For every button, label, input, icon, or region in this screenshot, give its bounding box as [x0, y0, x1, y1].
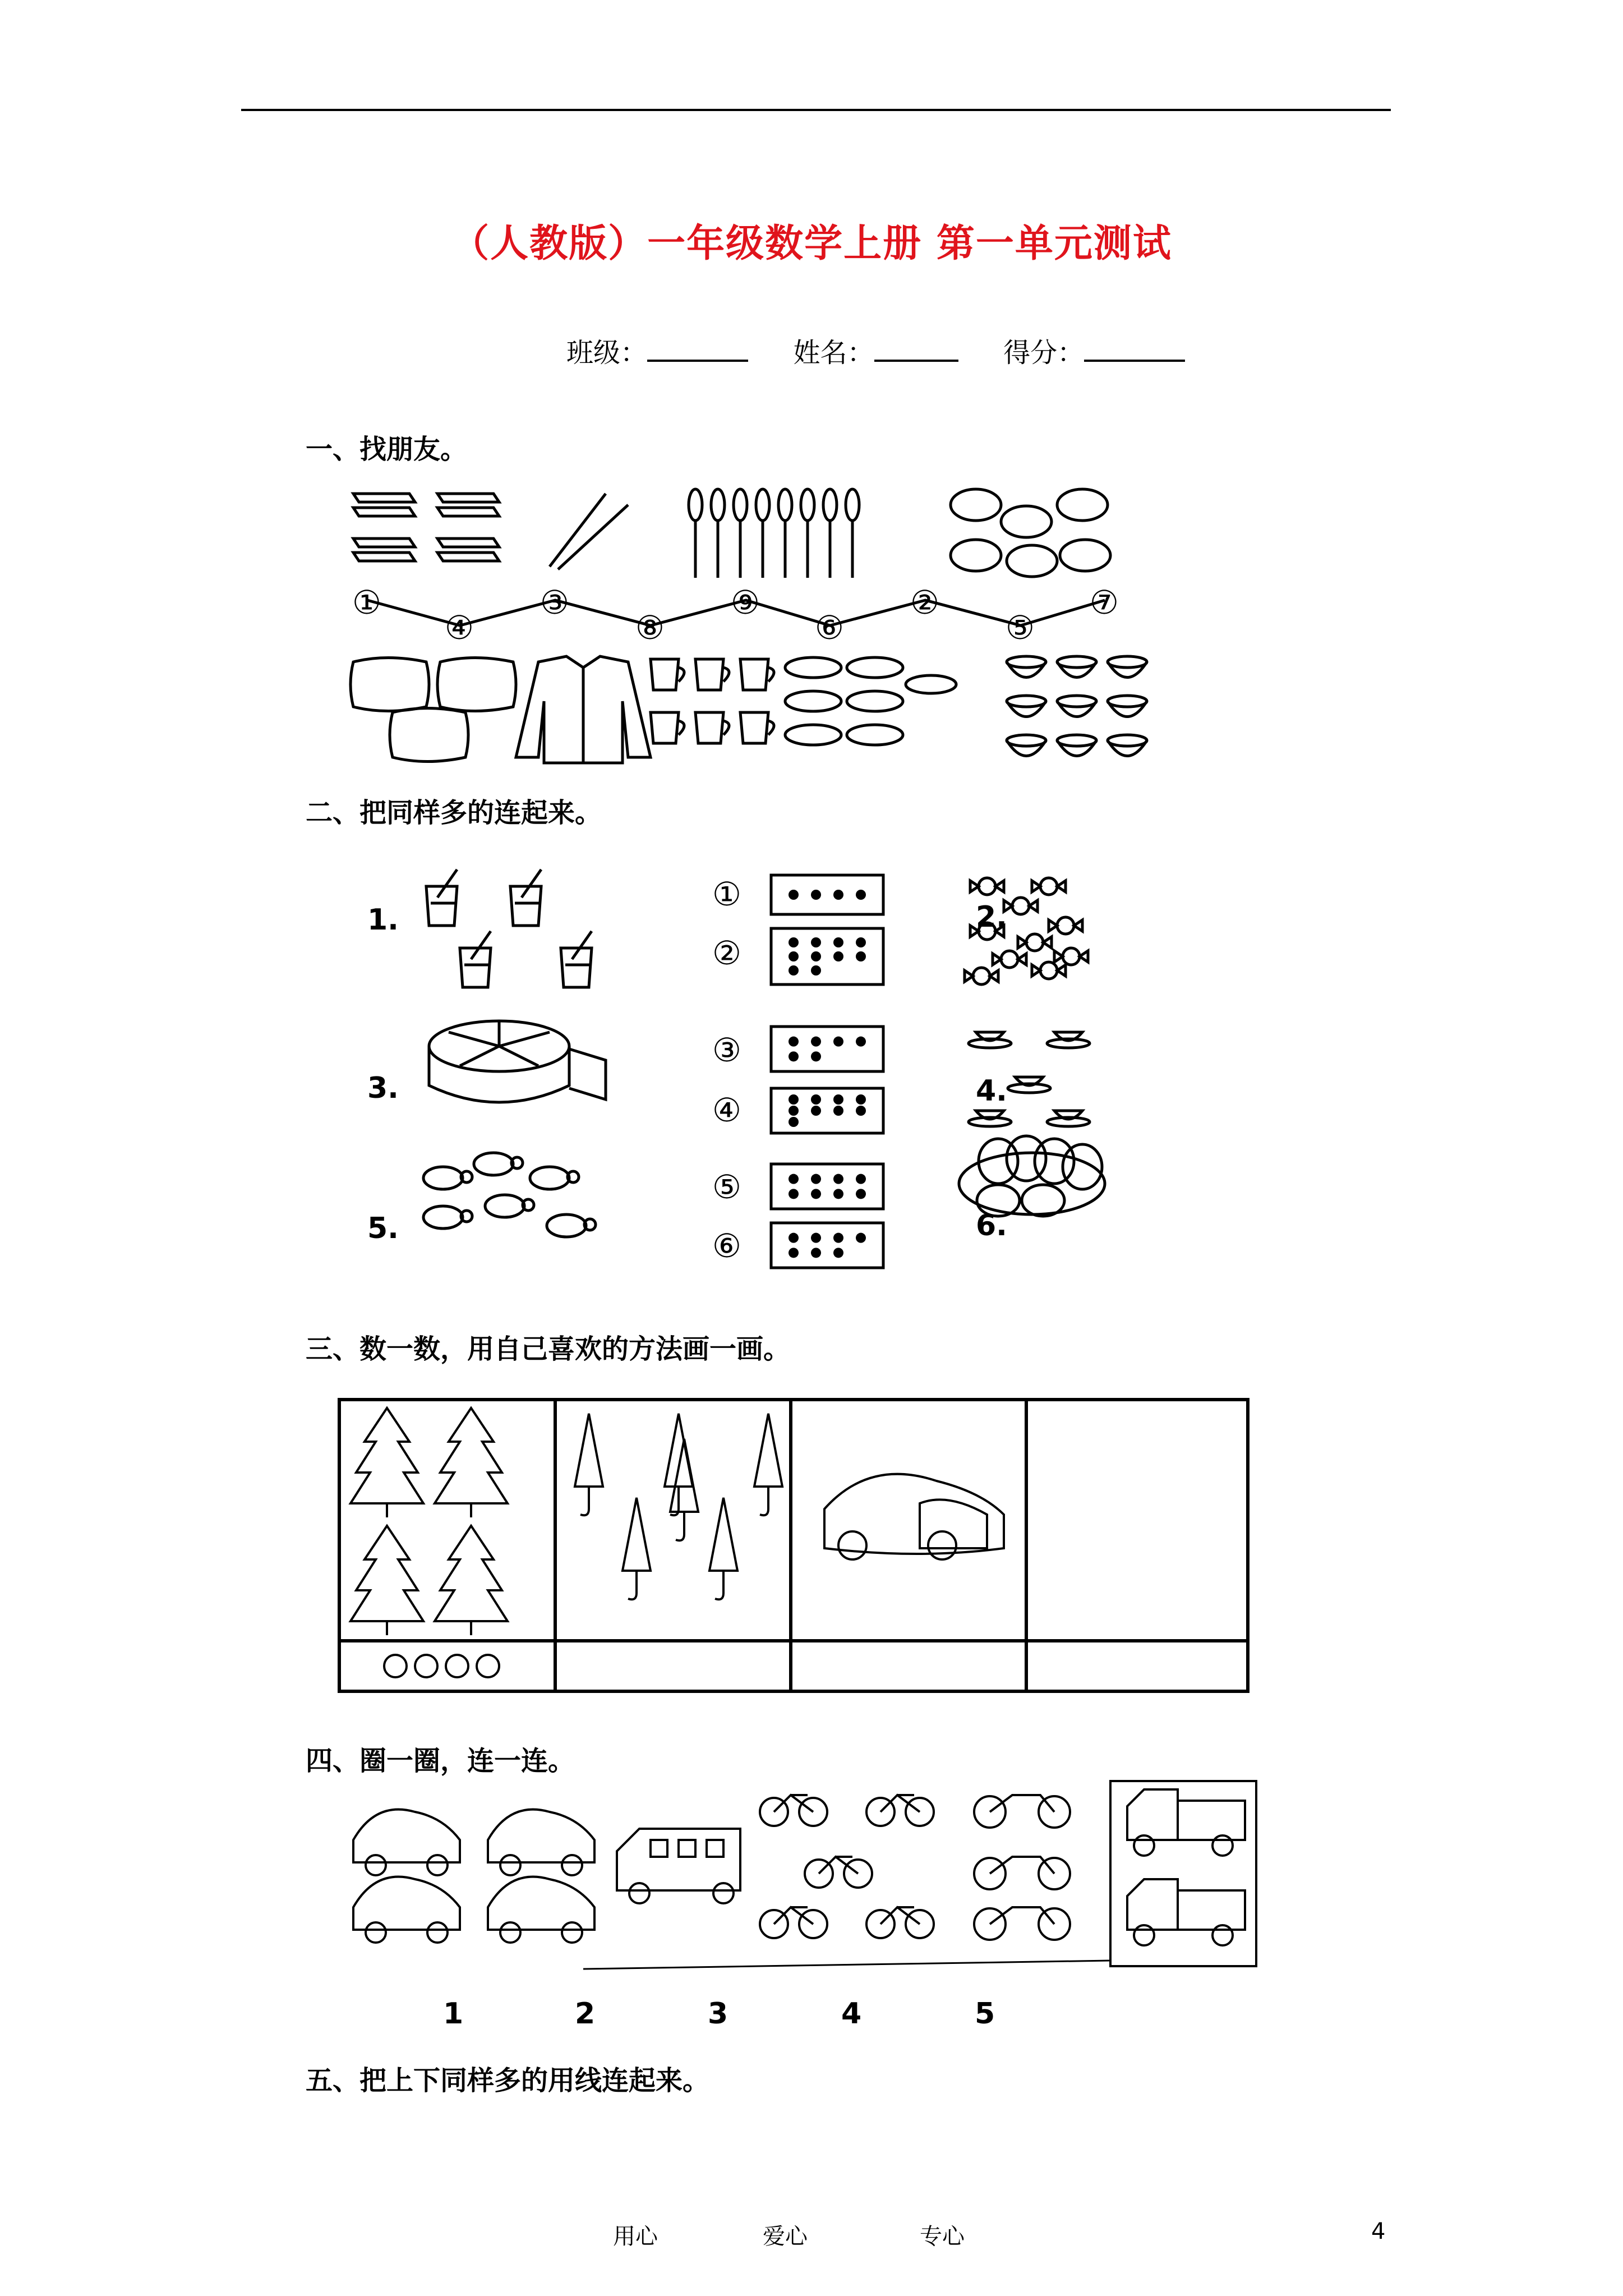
- trucks-picture: [1110, 1781, 1256, 1966]
- dot: [856, 1174, 866, 1184]
- dot: [811, 1037, 821, 1047]
- dot-card-label-4: ④: [712, 1091, 741, 1129]
- dot: [811, 951, 821, 961]
- circled-number-1: ①: [352, 583, 381, 622]
- dot: [833, 1037, 843, 1047]
- dot: [856, 937, 866, 947]
- dot: [833, 1189, 843, 1199]
- dot: [811, 1174, 821, 1184]
- dot: [789, 937, 799, 947]
- section-4-heading: 四、圈一圈，连一连。: [306, 1745, 575, 1777]
- bowls-picture: [1007, 656, 1147, 756]
- drinks-picture: [426, 869, 592, 987]
- circled-number-3: ③: [540, 583, 569, 622]
- dot: [856, 1037, 866, 1047]
- connect-line: [583, 1961, 1110, 1969]
- dot: [811, 890, 821, 900]
- circle-connect-figure: [336, 1778, 1267, 1986]
- count-number-3: 3: [708, 1997, 728, 2031]
- dot: [789, 1094, 799, 1105]
- dot-layer: [789, 890, 866, 1258]
- dot-card-2[interactable]: [771, 928, 883, 984]
- dot: [789, 1189, 799, 1199]
- dot: [789, 1117, 799, 1127]
- section-2-heading: 二、把同样多的连起来。: [306, 797, 602, 829]
- circled-number-2: ②: [910, 583, 939, 622]
- dot: [856, 1233, 866, 1243]
- dot: [811, 965, 821, 976]
- dot: [811, 937, 821, 947]
- item-label-5: 5.: [367, 1212, 399, 1245]
- cars-picture: [353, 1810, 594, 1943]
- bicycles-picture: [760, 1795, 934, 1938]
- donuts-picture: [959, 1136, 1105, 1216]
- footer-text-3: 专心: [920, 2224, 965, 2249]
- item-label-6: 6.: [976, 1209, 1007, 1243]
- plates-picture: [785, 657, 956, 745]
- student-info-line: [566, 331, 1185, 370]
- spoons-picture: [689, 489, 859, 578]
- dot: [789, 965, 799, 976]
- circled-number-8: ⑧: [635, 609, 665, 647]
- van-picture: [617, 1829, 740, 1903]
- footer-text-2: 爱心: [763, 2224, 808, 2249]
- page-number: 4: [1371, 2219, 1386, 2244]
- circled-number-5: ⑤: [1006, 609, 1035, 647]
- dot: [811, 1051, 821, 1061]
- count-number-5: 5: [975, 1997, 995, 2031]
- dot: [833, 951, 843, 961]
- item-label-3: 3.: [367, 1071, 399, 1105]
- dot: [856, 1106, 866, 1116]
- dot: [856, 951, 866, 961]
- dot-card-label-5: ⑤: [712, 1168, 741, 1206]
- name-label: 姓名：: [793, 337, 874, 369]
- score-label: 得分：: [1003, 337, 1085, 369]
- cups-picture: [651, 659, 774, 743]
- count-number-2: 2: [575, 1997, 596, 2031]
- dot: [833, 1106, 843, 1116]
- teacups-picture: [969, 1032, 1090, 1126]
- dot: [811, 1106, 821, 1116]
- item-label-2: 2.: [976, 900, 1007, 934]
- item-label-4: 4.: [976, 1074, 1007, 1108]
- section-1-heading: 一、找朋友。: [306, 434, 468, 465]
- dot: [789, 1174, 799, 1184]
- circled-number-7: ⑦: [1090, 583, 1119, 622]
- dot-card-6[interactable]: [771, 1223, 883, 1268]
- circled-number-4: ④: [445, 609, 474, 647]
- pillows-picture: [351, 658, 516, 762]
- dot: [856, 890, 866, 900]
- chopsticks-picture: [550, 494, 628, 569]
- dot-card-label-6: ⑥: [712, 1227, 741, 1265]
- answer-circles: [384, 1655, 499, 1677]
- dot: [811, 1233, 821, 1243]
- dot: [789, 1248, 799, 1258]
- trees-picture: [351, 1408, 508, 1635]
- dot-card-5[interactable]: [771, 1164, 883, 1209]
- dot: [789, 890, 799, 900]
- dot: [833, 937, 843, 947]
- soap-picture: [951, 489, 1110, 577]
- count-number-4: 4: [841, 1997, 862, 2031]
- dot: [856, 1189, 866, 1199]
- item-label-1: 1.: [367, 903, 399, 937]
- dot: [811, 1189, 821, 1199]
- dot: [811, 1248, 821, 1258]
- dot-card-4[interactable]: [771, 1088, 883, 1133]
- dot-card-label-1: ①: [712, 875, 741, 913]
- dot-card-label-2: ②: [712, 934, 741, 972]
- class-label: 班级：: [566, 337, 648, 369]
- dot: [833, 1094, 843, 1105]
- towels-picture: [353, 494, 499, 561]
- dot: [789, 1233, 799, 1243]
- dot: [833, 1233, 843, 1243]
- header-rule: [241, 109, 1391, 111]
- match-figure: [415, 864, 1200, 1301]
- dot: [811, 1094, 821, 1105]
- dot: [833, 1174, 843, 1184]
- motorcycles-picture: [974, 1795, 1070, 1940]
- candies-picture: [965, 878, 1088, 984]
- dot: [833, 890, 843, 900]
- footer-text-1: 用心: [613, 2224, 658, 2249]
- cake-picture: [429, 1021, 606, 1102]
- dot-card-label-3: ③: [712, 1031, 741, 1069]
- count-number-1: 1: [443, 1997, 464, 2031]
- jacket-picture: [516, 656, 651, 763]
- name-blank[interactable]: [874, 337, 958, 362]
- dot: [789, 1051, 799, 1061]
- turtles-picture: [423, 1153, 596, 1237]
- dot-card-3[interactable]: [771, 1027, 883, 1071]
- dot: [833, 1248, 843, 1258]
- score-blank[interactable]: [1084, 337, 1185, 362]
- circled-number-6: ⑥: [815, 609, 844, 647]
- circled-number-9: ⑨: [731, 583, 760, 622]
- dot: [789, 1037, 799, 1047]
- umbrellas-picture: [575, 1414, 782, 1599]
- dot: [789, 951, 799, 961]
- dot-card-1[interactable]: [771, 875, 883, 914]
- count-draw-table: [336, 1397, 1256, 1700]
- section-5-heading: 五、把上下同样多的用线连起来。: [306, 2065, 710, 2096]
- section-3-heading: 三、数一数，用自己喜欢的方法画一画。: [306, 1333, 791, 1365]
- car-picture: [824, 1474, 1004, 1559]
- class-blank[interactable]: [647, 337, 748, 362]
- document-title: （人教版）一年级数学上册 第一单元测试: [451, 222, 1172, 266]
- dot: [856, 1094, 866, 1105]
- dot: [789, 1106, 799, 1116]
